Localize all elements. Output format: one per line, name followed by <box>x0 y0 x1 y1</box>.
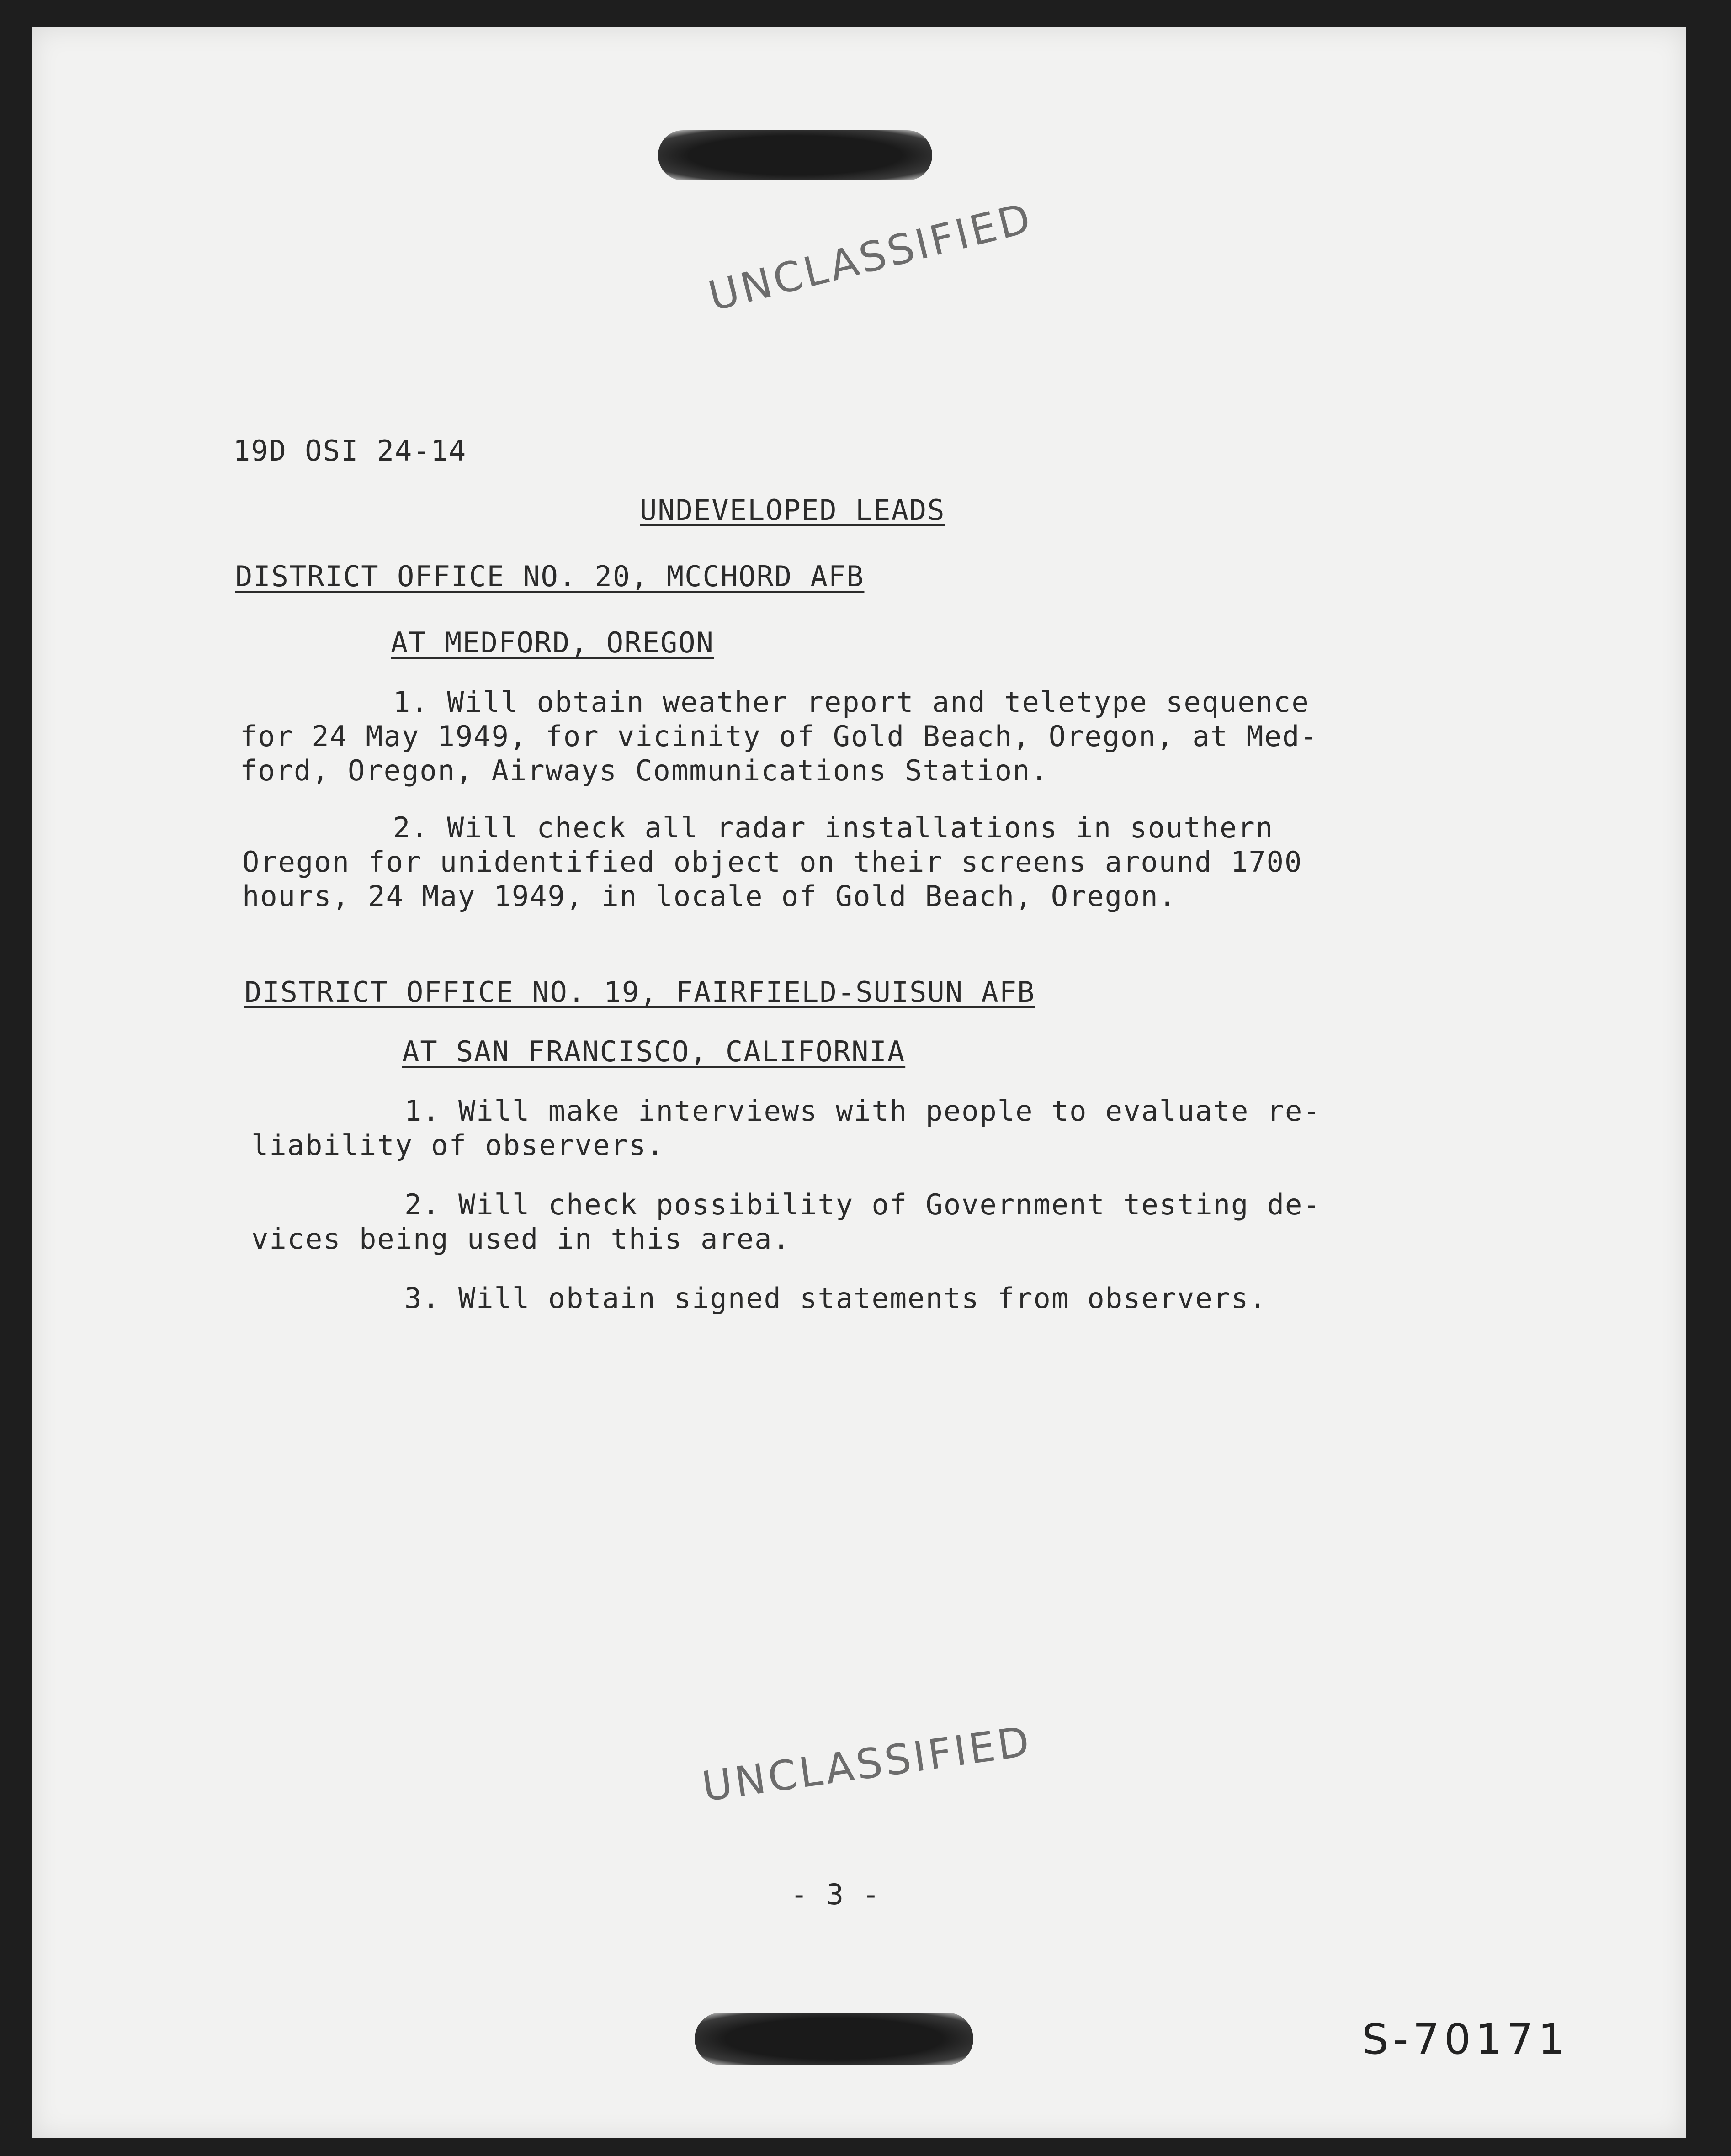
section1-item2-line1: 2. Will check all radar installations in southern <box>393 811 1274 844</box>
unclassified-stamp-bottom: UNCLASSIFIED <box>699 1717 1035 1811</box>
redaction-bar-bottom <box>695 2013 973 2065</box>
document-number: S-70171 <box>1362 2015 1570 2064</box>
file-reference: 19D OSI 24-14 <box>233 434 467 467</box>
section1-subheading: AT MEDFORD, OREGON <box>391 626 714 659</box>
section1-heading: DISTRICT OFFICE NO. 20, MCCHORD AFB <box>235 560 865 593</box>
document-page <box>32 27 1686 2138</box>
unclassified-stamp-top: UNCLASSIFIED <box>704 194 1038 321</box>
section1-item1-line1: 1. Will obtain weather report and teletype sequence <box>393 685 1310 719</box>
page-title: UNDEVELOPED LEADS <box>640 493 945 527</box>
section2-item1-line1: 1. Will make interviews with people to evaluate re- <box>404 1094 1321 1128</box>
section2-item2-line1: 2. Will check possibility of Government testing de- <box>404 1188 1321 1221</box>
section1-item2-line3: hours, 24 May 1949, in locale of Gold Beach, Oregon. <box>242 879 1177 913</box>
section1-item2-line2: Oregon for unidentified object on their screens around 1700 <box>242 845 1303 879</box>
redaction-bar-top <box>658 130 932 180</box>
section2-item1-line2: liability of observers. <box>251 1128 665 1162</box>
section2-item2-line2: vices being used in this area. <box>251 1222 791 1255</box>
section2-subheading: AT SAN FRANCISCO, CALIFORNIA <box>402 1035 906 1068</box>
section2-item3-line1: 3. Will obtain signed statements from observers. <box>404 1282 1267 1315</box>
section2-heading: DISTRICT OFFICE NO. 19, FAIRFIELD-SUISUN AFB <box>244 975 1035 1009</box>
section1-item1-line2: for 24 May 1949, for vicinity of Gold Beach, Oregon, at Med- <box>240 720 1318 753</box>
section1-item1-line3: ford, Oregon, Airways Communications Station. <box>240 754 1049 787</box>
page-number: - 3 - <box>791 1878 881 1911</box>
